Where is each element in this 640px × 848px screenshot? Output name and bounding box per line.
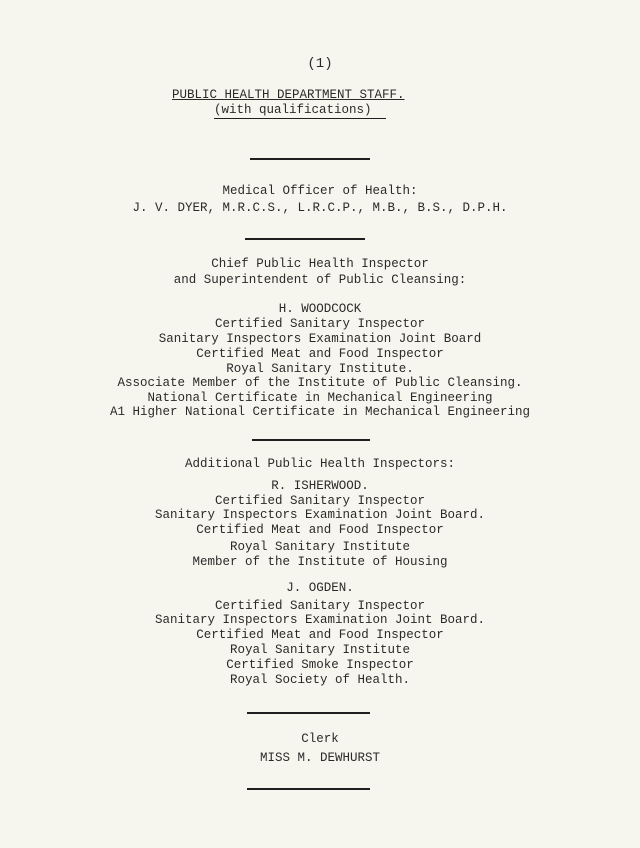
chief-heading-line-1: Chief Public Health Inspector xyxy=(211,257,429,271)
page-number: (1) xyxy=(307,56,333,72)
clerk-heading: Clerk xyxy=(301,732,339,746)
section-divider xyxy=(245,238,365,240)
moh-name: J. V. DYER, M.R.C.S., L.R.C.P., M.B., B.S., D.P.H. xyxy=(132,201,508,215)
moh-heading: Medical Officer of Health: xyxy=(222,184,418,198)
inspector-1-qualification: Royal Sanitary Institute xyxy=(229,540,411,554)
inspector-2-qualification: Royal Sanitary Institute xyxy=(229,643,411,657)
chief-qualification: Royal Sanitary Institute. xyxy=(226,362,414,376)
inspector-1-name: R. ISHERWOOD. xyxy=(271,479,369,493)
inspector-1-qualification: Member of the Institute of Housing xyxy=(192,555,448,569)
section-divider xyxy=(247,788,370,790)
section-divider xyxy=(250,158,370,160)
chief-qualification: National Certificate in Mechanical Engineering xyxy=(147,391,493,405)
inspector-2-qualification: Certified Smoke Inspector xyxy=(226,658,414,672)
chief-heading-line-2: and Superintendent of Public Cleansing: xyxy=(173,273,467,287)
inspector-2-qualification: Certified Sanitary Inspector xyxy=(214,599,426,613)
chief-qualification: Certified Sanitary Inspector xyxy=(214,317,426,331)
chief-qualification: A1 Higher National Certificate in Mechanical Engineering xyxy=(109,405,531,419)
inspector-1-qualification: Certified Meat and Food Inspector xyxy=(196,523,444,537)
clerk-name: MISS M. DEWHURST xyxy=(259,751,381,765)
section-divider xyxy=(252,439,370,441)
additional-heading: Additional Public Health Inspectors: xyxy=(184,457,456,471)
inspector-2-name: J. OGDEN. xyxy=(286,581,354,595)
inspector-1-qualification: Certified Sanitary Inspector xyxy=(214,494,426,508)
chief-qualification: Associate Member of the Institute of Public Cleansing. xyxy=(117,376,523,390)
document-subtitle: (with qualifications) xyxy=(214,103,372,117)
section-divider xyxy=(247,712,370,714)
subtitle-underline xyxy=(214,118,386,119)
chief-name: H. WOODCOCK xyxy=(278,302,362,316)
inspector-2-qualification: Royal Society of Health. xyxy=(229,673,411,687)
chief-qualification: Certified Meat and Food Inspector xyxy=(196,347,444,361)
document-title: PUBLIC HEALTH DEPARTMENT STAFF. xyxy=(172,88,405,102)
inspector-2-qualification: Certified Meat and Food Inspector xyxy=(196,628,444,642)
inspector-2-qualification: Sanitary Inspectors Examination Joint Board. xyxy=(154,613,486,627)
inspector-1-qualification: Sanitary Inspectors Examination Joint Board. xyxy=(154,508,486,522)
chief-qualification: Sanitary Inspectors Examination Joint Board xyxy=(158,332,482,346)
